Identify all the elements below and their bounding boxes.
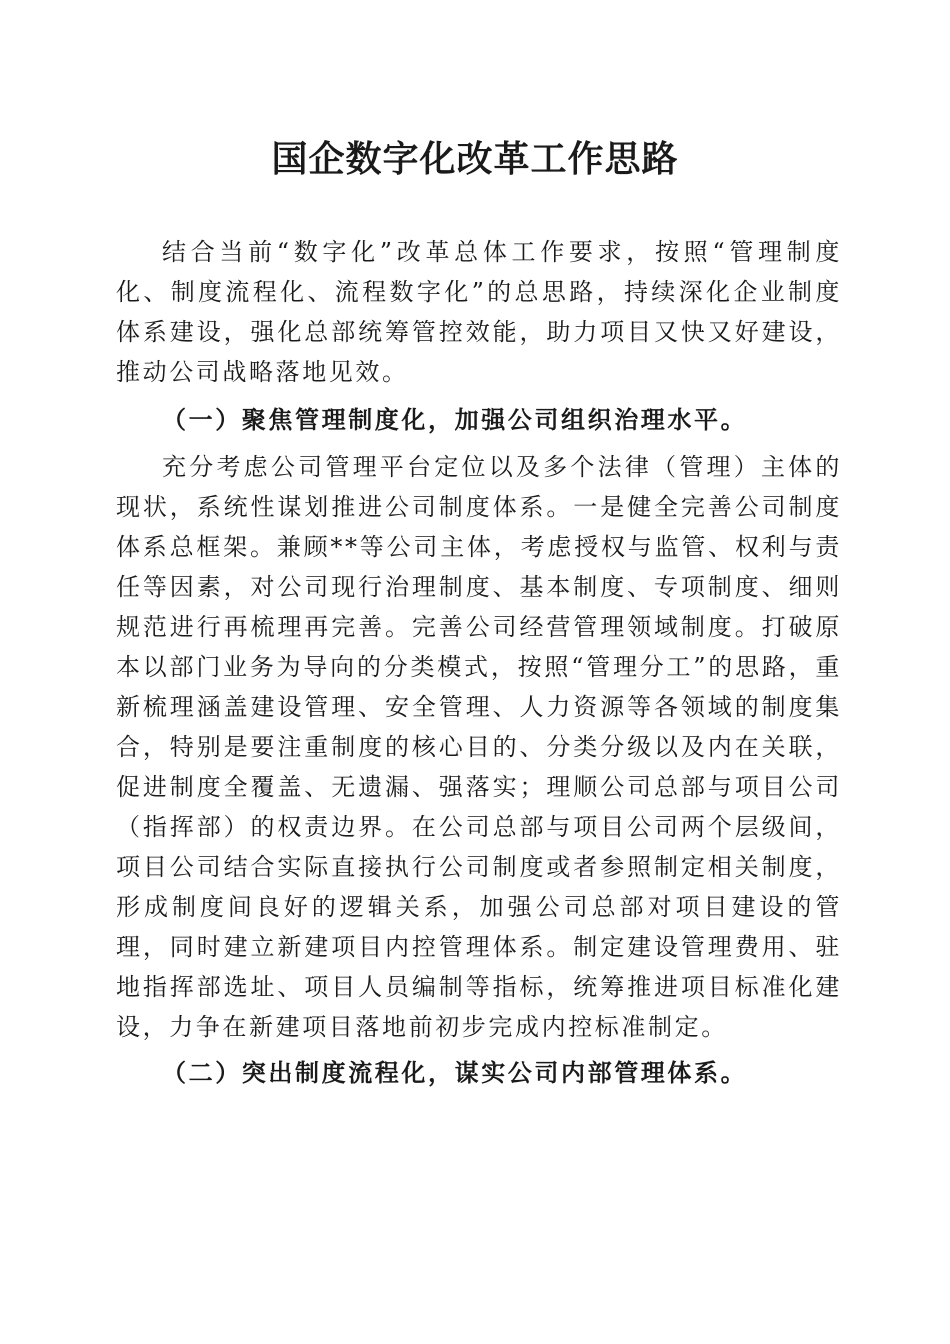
section-2-heading: （二）突出制度流程化，谋实公司内部管理体系。 bbox=[162, 1058, 748, 1087]
section-1-paragraph: 充分考虑公司管理平台定位以及多个法律（管理）主体的现状，系统性谋划推进公司制度体系。一是健全完善公司制度体系总框架。兼顾**等公司主体，考虑授权与监管、权利与责任等因素，对公司现行治理制度、基本制度、专项制度、细则规范进行再梳理再完善。完善公司经营管理领域制度。打破原本以部门业务为导向的分类模式，按照“管理分工”的思路，重新梳理涵盖建设管理、安全管理、人力资源等各领域的制度集合，特别是要注重制度的核心目的、分类分级以及内在关联，促进制度全覆盖、无遗漏、强落实；理顺公司总部与项目公司（指挥部）的权责边界。在公司总部与项目公司两个层级间，项目公司结合实际直接执行公司制度或者参照制定相关制度，形成制度间良好的逻辑关系，加强公司总部对项目建设的管理，同时建立新建项目内控管理体系。制定建设管理费用、驻地指挥部选址、项目人员编制等指标，统筹推进项目标准化建设，力争在新建项目落地前初步完成内控标准制定。 bbox=[116, 453, 842, 1041]
section-1-heading: （一）聚焦管理制度化，加强公司组织治理水平。 bbox=[162, 405, 748, 434]
intro-paragraph: 结合当前“数字化”改革总体工作要求，按照“管理制度化、制度流程化、流程数字化”的总思路，持续深化企业制度体系建设，强化总部统筹管控效能，助力项目又快又好建设，推动公司战略落地见效。 bbox=[116, 238, 842, 386]
spacer bbox=[116, 392, 842, 400]
document-body bbox=[116, 232, 842, 1093]
spacer bbox=[116, 440, 842, 447]
document-title: 国企数字化改革工作思路 bbox=[271, 138, 679, 180]
